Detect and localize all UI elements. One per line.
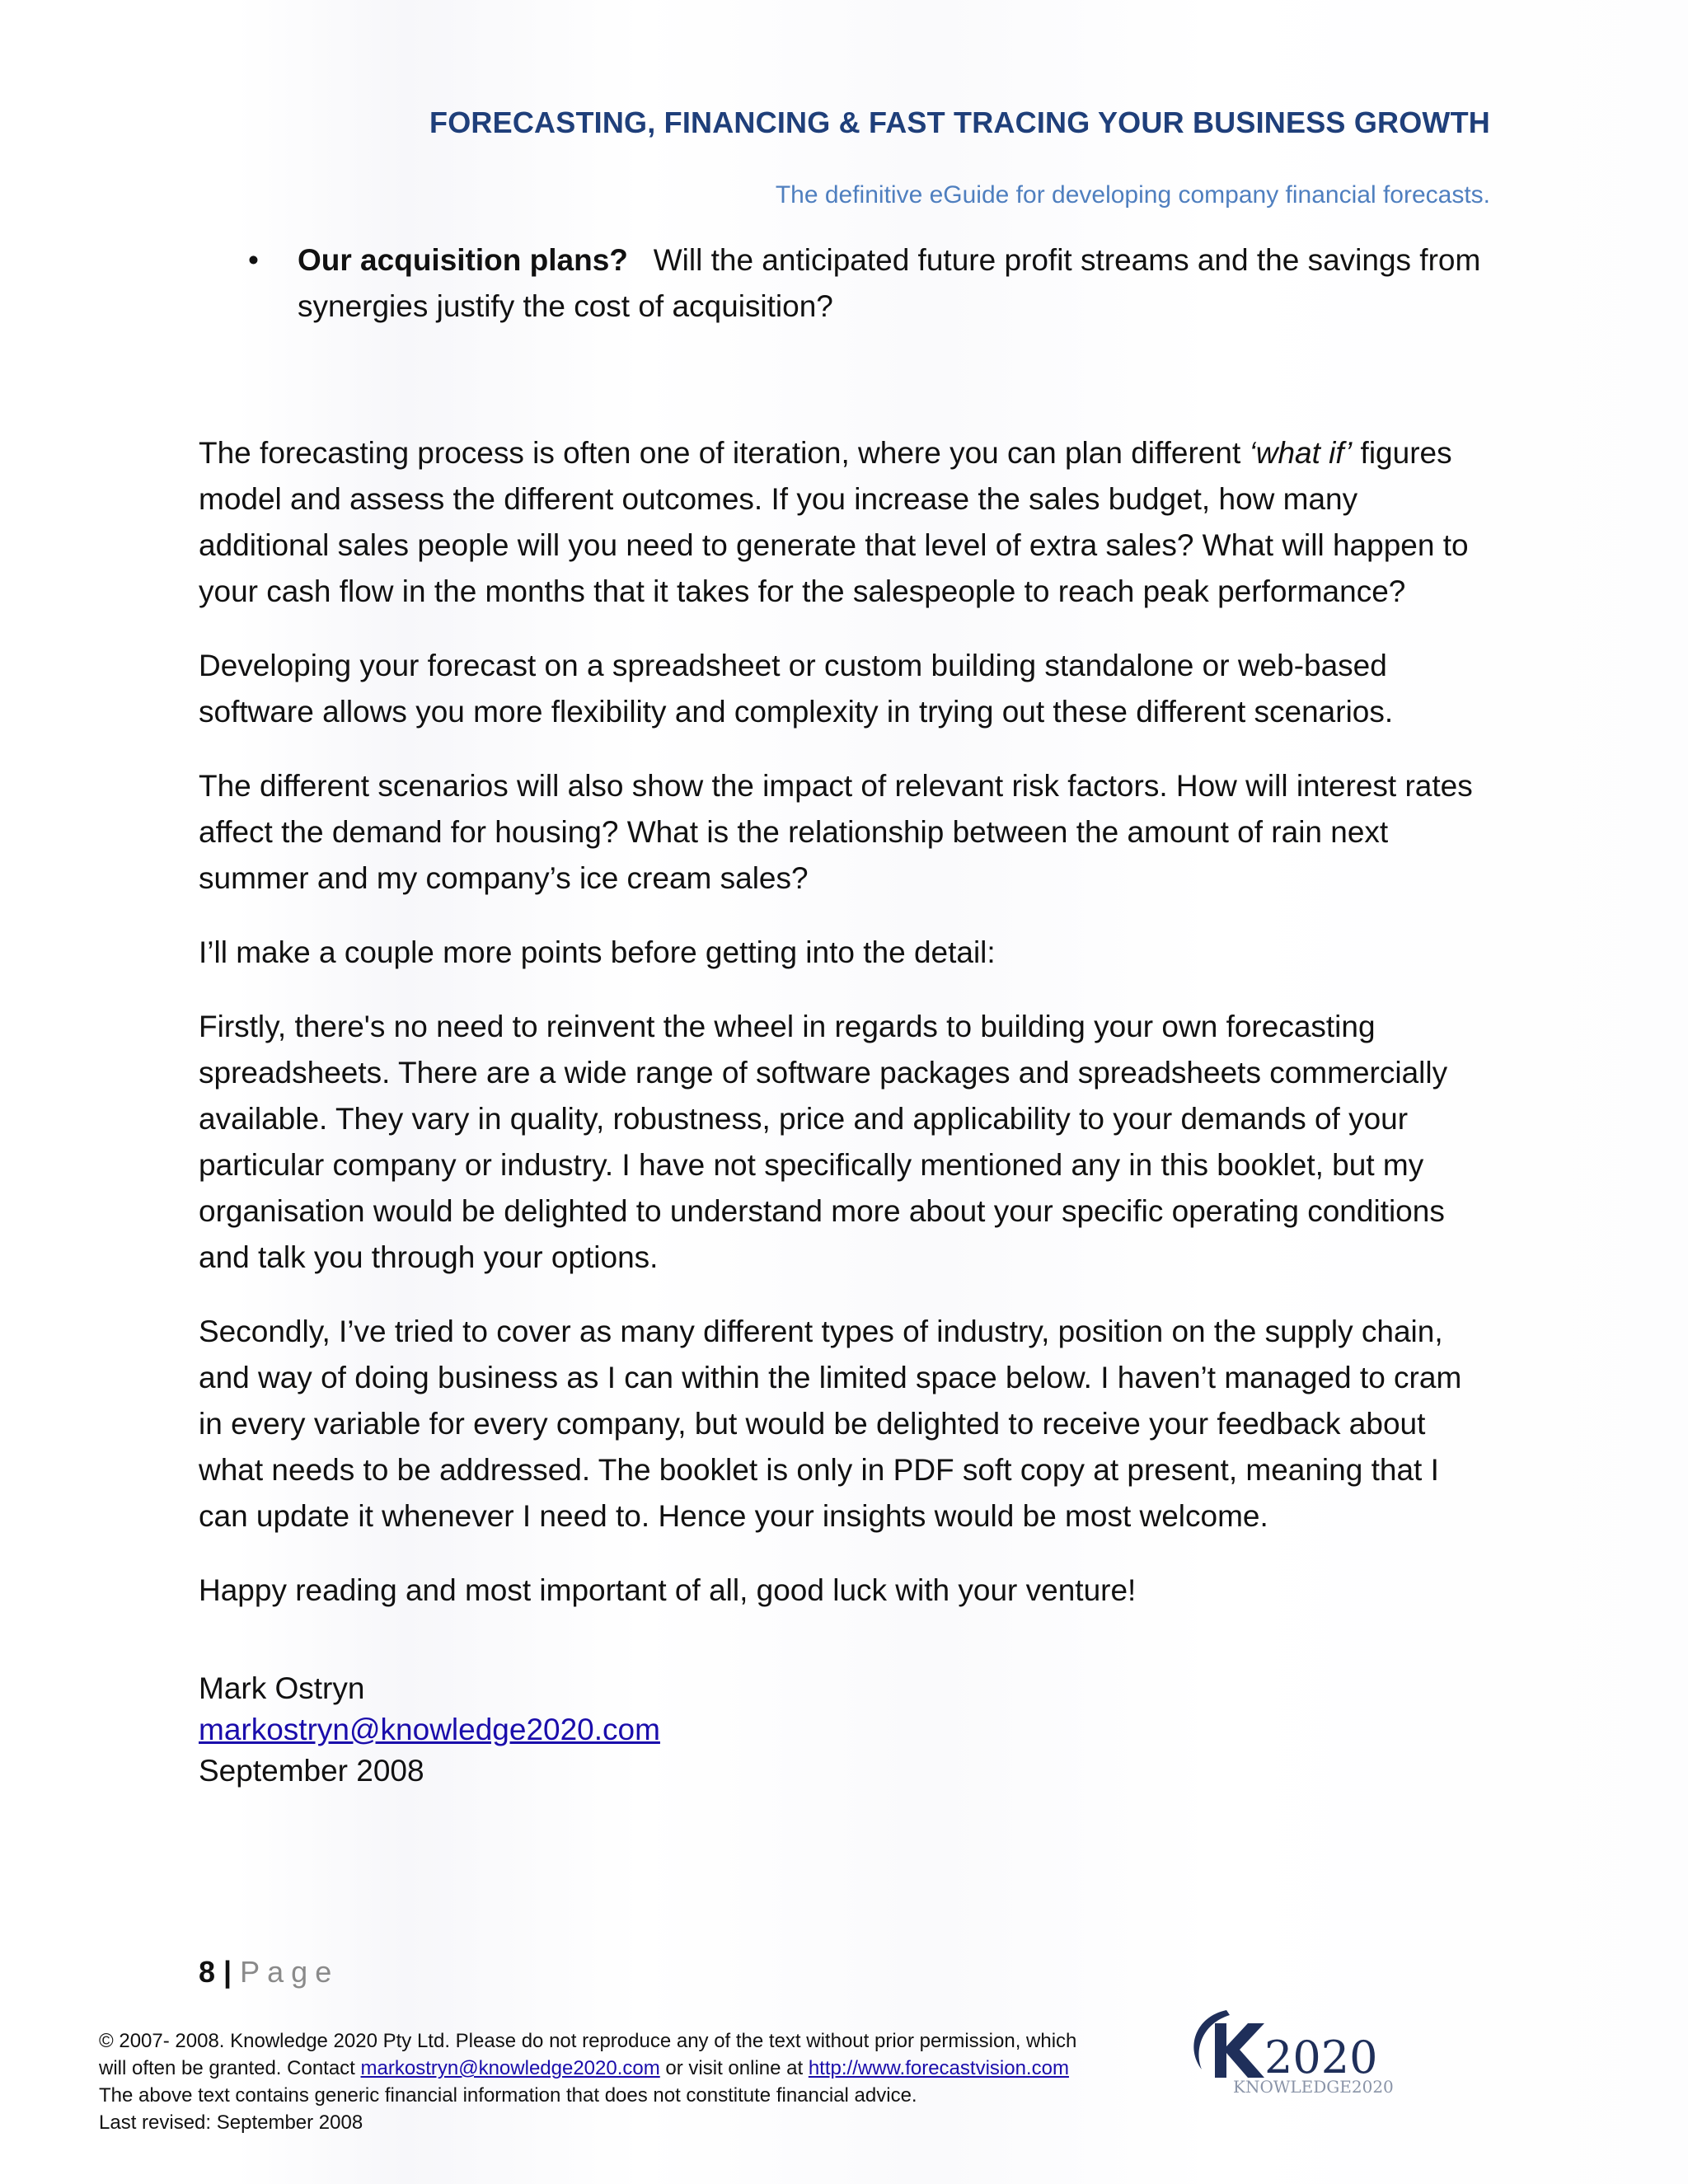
bullet-bold-lead: Our acquisition plans? (298, 243, 628, 277)
paragraph-firstly: Firstly, there's no need to reinvent the wheel in regards to building your own forecasting spreadsheets. There are a wide range of software packages and spreadsheets commercially available. They vary in quality, robustness, price and applicability to your demands of your particular company or industry. I have not specifically mentioned any in this booklet, but my organisation would be delighted to understand more about your specific operating conditions and talk you through your options. (199, 1010, 1448, 1274)
paragraph-secondly: Secondly, I’ve tried to cover as many different types of industry, position on the supply chain, and way of doing business as I can within the limited space below. I haven’t managed to cram in every variable for every company, but would be delighted to receive your feedback about what needs to be addressed. The booklet is only in PDF soft copy at present, meaning that I can update it whenever I need to. Hence your insights would be most welcome. (199, 1315, 1462, 1533)
footer-email-link[interactable]: markostryn@knowledge2020.com (360, 2057, 660, 2079)
paragraph-points-intro: I’ll make a couple more points before getting into the detail: (199, 935, 996, 969)
bullet-icon: • (248, 243, 259, 277)
paragraph-spreadsheet: Developing your forecast on a spreadsheet or custom building standalone or web-based software allows you more flexibility and complexity in trying out these different scenarios. (199, 649, 1394, 729)
page-number (199, 1955, 339, 1990)
logo-k-icon (1215, 2023, 1264, 2078)
author-email-link[interactable]: markostryn@knowledge2020.com (199, 1713, 660, 1746)
footer-line-3: The above text contains generic financial information that does not constitute financial advice. (99, 2084, 917, 2107)
bullet-text: Will the anticipated future profit streams and the savings from synergies justify the cost of acquisition? (298, 243, 1481, 323)
header-subtitle: The definitive eGuide for developing company financial forecasts. (775, 181, 1490, 209)
page-number-separator: | (223, 1955, 232, 1989)
paragraph-risk-factors: The different scenarios will also show the impact of relevant risk factors. How will interest rates affect the demand for housing? What is the relationship between the amount of rain next summer and my company’s ice cream sales? (199, 769, 1473, 895)
footer-copyright (99, 2027, 1170, 2136)
page-word: Page (240, 1955, 340, 1989)
footer-line-1: © 2007- 2008. Knowledge 2020 Pty Ltd. Please do not reproduce any of the text without prior permission, which (99, 2030, 1077, 2052)
author-name: Mark Ostryn (199, 1671, 365, 1705)
footer-line-4: Last revised: September 2008 (99, 2111, 363, 2134)
bullet-item (199, 237, 1493, 330)
signature-block (199, 1668, 1493, 1792)
footer-website-link[interactable]: http://www.forecastvision.com (808, 2057, 1069, 2079)
header-title: FORECASTING, FINANCING & FAST TRACING YOUR BUSINESS GROWTH (429, 105, 1490, 139)
document-body (199, 231, 1493, 1792)
what-if-emphasis: ‘what if’ (1249, 436, 1353, 470)
logo-sub-text: KNOWLEDGE2020 (1233, 2077, 1394, 2097)
paragraph-closing: Happy reading and most important of all, good luck with your venture! (199, 1573, 1137, 1607)
paragraph-iteration: The forecasting process is often one of iteration, where you can plan different ‘what if’ figures model and assess the different outcomes. If you increase the sales budget, how many additional sales people will you need to generate that level of extra sales? What will happen to your cash flow in the months that it takes for the salespeople to reach peak performance? (199, 436, 1469, 608)
signature-date: September 2008 (199, 1754, 424, 1788)
page-number-value: 8 (199, 1955, 216, 1989)
footer-line-2: will often be granted. Contact markostryn@knowledge2020.com or visit online at http://www.forecastvision.com (99, 2057, 1069, 2079)
knowledge2020-logo (1179, 1999, 1442, 2097)
logo-main-text: 2020 (1264, 2032, 1378, 2083)
